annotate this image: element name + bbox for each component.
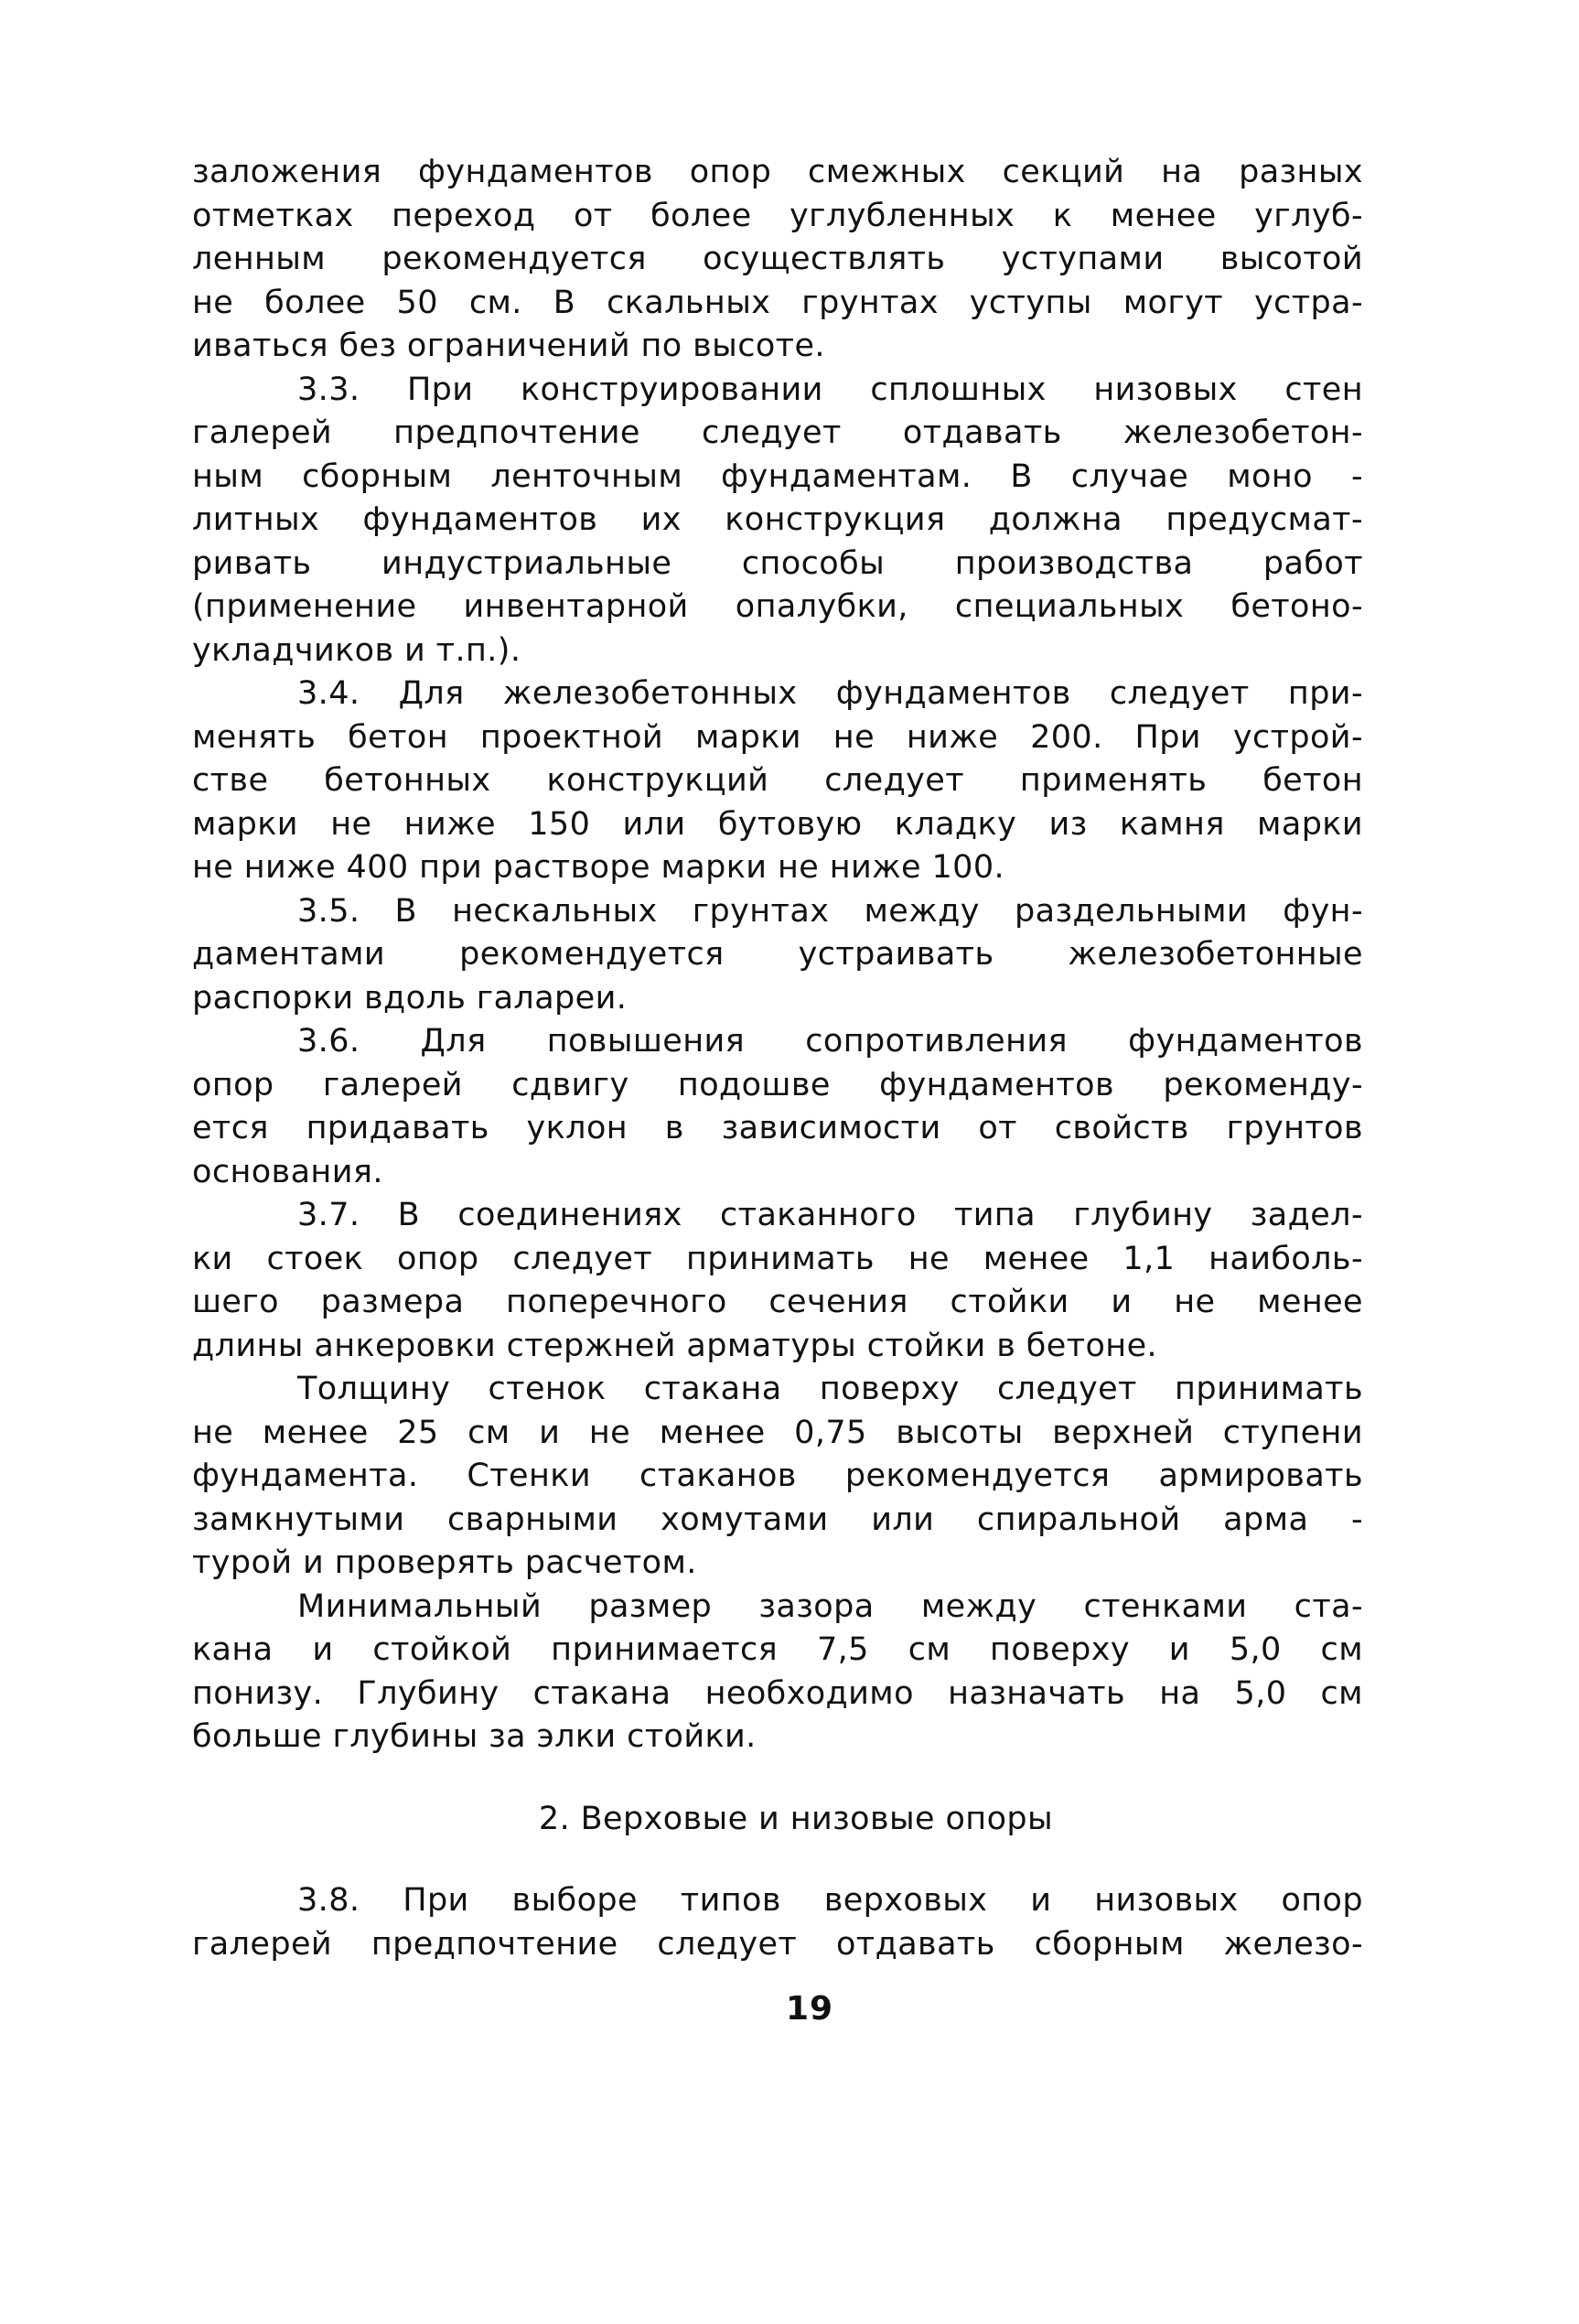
text-line: турой и проверять расчетом. xyxy=(192,1544,697,1581)
paragraph-3-3 xyxy=(192,369,1363,673)
text-line: распорки вдоль галареи. xyxy=(192,979,628,1017)
text-line: замкнутыми сварными хомутами или спиральной арма - xyxy=(192,1501,1363,1538)
text-line: отметках переход от более углубленных к менее углуб- xyxy=(192,197,1363,234)
text-line: (применение инвентарной опалубки, специальных бетоно- xyxy=(192,588,1363,625)
paragraph-3-6 xyxy=(192,1020,1363,1194)
text-line: заложения фундаментов опор смежных секций на разных xyxy=(192,154,1363,190)
paragraph-3-4 xyxy=(192,672,1363,890)
document-page xyxy=(192,151,1363,2032)
text-line: 3.5. В нескальных грунтах между раздельными фун- xyxy=(297,892,1363,930)
text-line: 3.8. При выборе типов верховых и низовых опор xyxy=(297,1882,1363,1919)
text-line: ным сборным ленточным фундаментам. В случае моно - xyxy=(192,457,1363,495)
text-line: 3.3. При конструировании сплошных низовых стен xyxy=(297,371,1363,408)
text-line: литных фундаментов их конструкция должна предусмат- xyxy=(192,501,1363,538)
text-line: не более 50 см. В скальных грунтах уступы могут устра- xyxy=(192,284,1363,321)
text-line: марки не ниже 150 или бутовую кладку из камня марки xyxy=(192,805,1363,843)
text-line: ки стоек опор следует принимать не менее 1,1 наиболь- xyxy=(192,1240,1363,1277)
text-line: менять бетон проектной марки не ниже 200. При устрой- xyxy=(192,718,1363,756)
text-line: опор галерей сдвигу подошве фундаментов рекоменду- xyxy=(192,1066,1363,1103)
text-line: галерей предпочтение следует отдавать железобетон- xyxy=(192,414,1363,451)
text-line: 3.6. Для повышения сопротивления фундаментов xyxy=(297,1023,1363,1060)
paragraph-3-8 xyxy=(192,1879,1363,1966)
paragraph-minimum-gap xyxy=(192,1586,1363,1759)
text-line: иваться без ограничений по высоте. xyxy=(192,328,825,364)
text-line: не ниже 400 при растворе марки не ниже 100. xyxy=(192,849,1005,886)
text-line: 3.4. Для железобетонных фундаментов следует при- xyxy=(297,675,1363,712)
text-line: длины анкеровки стержней арматуры стойки в бетоне. xyxy=(192,1327,1158,1364)
text-line: укладчиков и т.п.). xyxy=(192,631,521,669)
text-line: стве бетонных конструкций следует применять бетон xyxy=(192,762,1363,799)
text-line: даментами рекомендуется устраивать железобетонные xyxy=(192,936,1363,973)
text-line: ленным рекомендуется осуществлять уступами высотой xyxy=(192,241,1363,277)
text-line: ривать индустриальные способы производства работ xyxy=(192,544,1363,582)
text-line: больше глубины за элки стойки. xyxy=(192,1718,757,1755)
text-line: 3.7. В соединениях стаканного типа глубину задел- xyxy=(297,1197,1363,1233)
paragraph-3-2-continuation xyxy=(192,151,1363,369)
section-heading: 2. Верховые и низовые опоры xyxy=(538,1800,1054,1837)
text-line: Толщину стенок стакана поверху следует принимать xyxy=(297,1371,1363,1407)
paragraph-3-7 xyxy=(192,1194,1363,1368)
text-line: ется придавать уклон в зависимости от свойств грунтов xyxy=(192,1110,1363,1146)
text-line: шего размера поперечного сечения стойки и не менее xyxy=(192,1284,1363,1320)
text-line: галерей предпочтение следует отдавать сборным железо- xyxy=(192,1925,1363,1963)
text-line: основания. xyxy=(192,1153,383,1190)
paragraph-3-5 xyxy=(192,890,1363,1021)
text-line: кана и стойкой принимается 7,5 см поверху и 5,0 см xyxy=(192,1631,1363,1668)
page-number: 19 xyxy=(785,1990,834,2028)
text-line: фундамента. Стенки стаканов рекомендуется армировать xyxy=(192,1458,1363,1494)
text-line: не менее 25 см и не менее 0,75 высоты верхней ступени xyxy=(192,1414,1363,1451)
text-line: Минимальный размер зазора между стенками ста- xyxy=(297,1587,1363,1625)
paragraph-wall-thickness xyxy=(192,1368,1363,1586)
text-line: понизу. Глубину стакана необходимо назначать на 5,0 см xyxy=(192,1674,1363,1712)
